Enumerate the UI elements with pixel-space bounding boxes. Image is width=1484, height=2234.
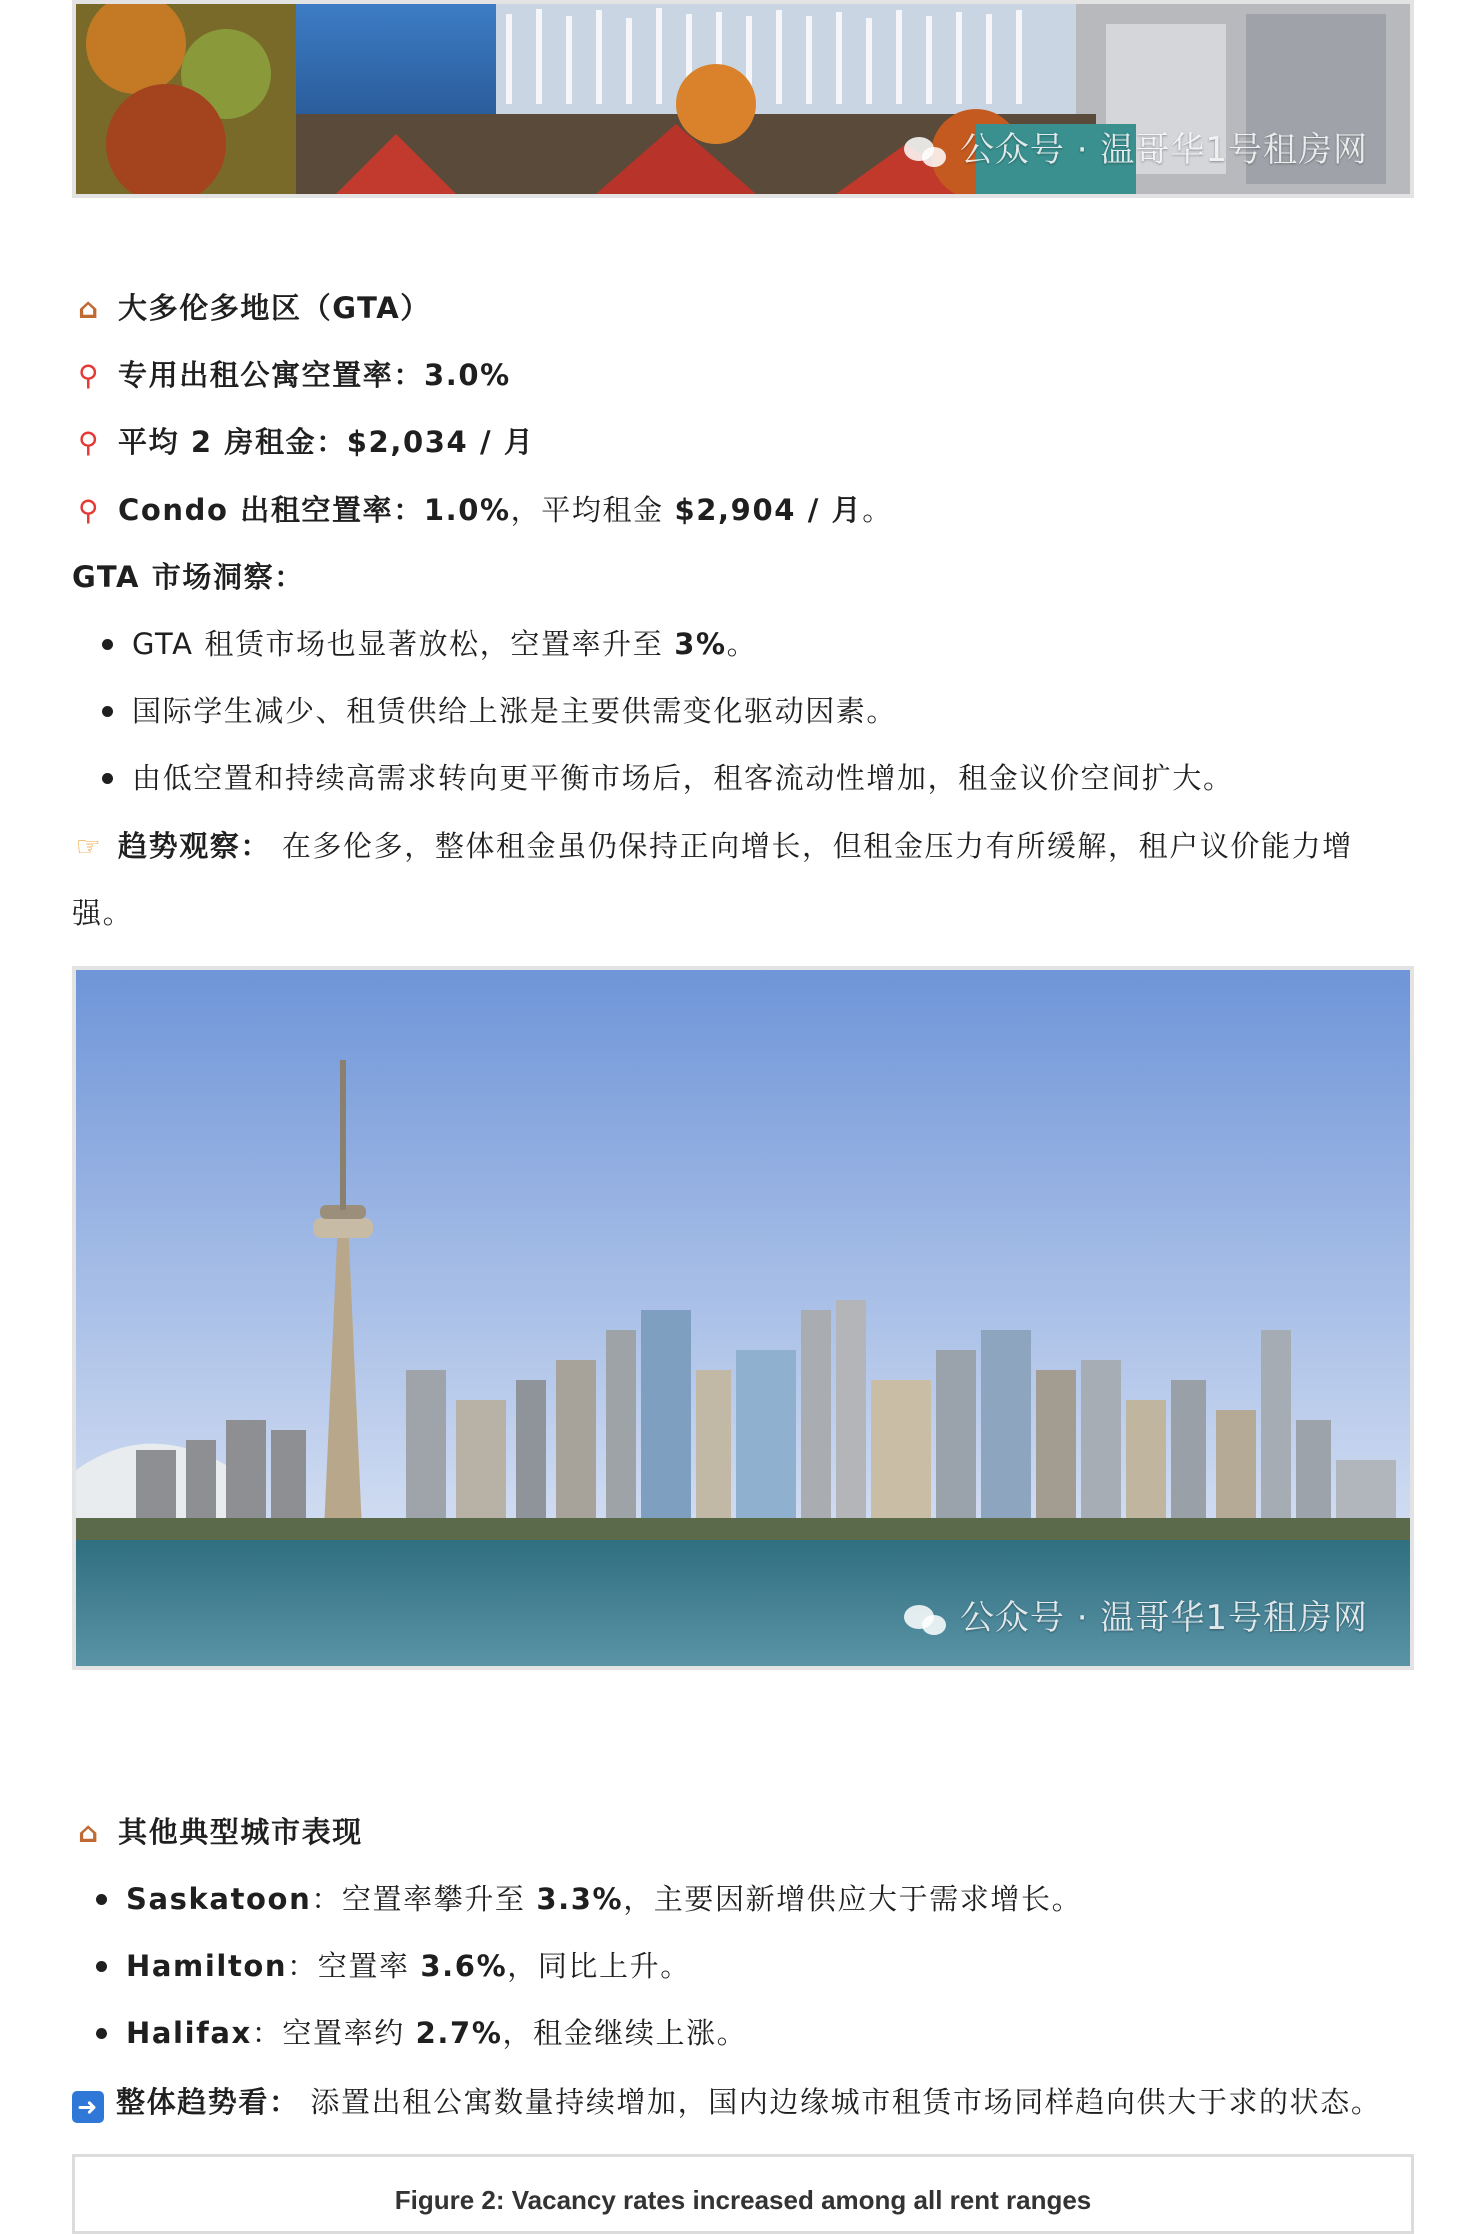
wechat-icon [904,1603,950,1637]
list-item: 国际学生减少、租赁供给上涨是主要供需变化驱动因素。 [132,691,897,731]
house-icon: ⌂ [78,292,100,325]
pointing-hand-icon: ☞ [75,830,103,863]
house-icon: ⌂ [78,1816,100,1849]
toronto-skyline-photo [72,966,1414,1670]
pin-icon: ⚲ [77,426,101,459]
watermark: 公众号 · 温哥华1号租房网 [904,1590,1368,1639]
pin-icon: ⚲ [77,359,101,392]
gta-trend: ☞ 趋势观察： 在多伦多，整体租金虽仍保持正向增长，但租金压力有所缓解，租户议价能力增 [72,826,1353,867]
figure-card [72,2154,1414,2234]
list-item: Halifax：空置率约 2.7%，租金继续上涨。 [126,2013,747,2053]
list-item: Hamilton：空置率 3.6%，同比上升。 [126,1946,691,1986]
gta-stat-vacancy: ⚲ 专用出租公寓空置率：3.0% [72,355,511,396]
gta-stat-condo: ⚲ Condo 出租空置率：1.0%，平均租金 $2,904 / 月。 [72,490,893,531]
pin-icon: ⚲ [77,494,101,527]
list-item: Saskatoon：空置率攀升至 3.3%，主要因新增供应大于需求增长。 [126,1879,1082,1919]
toronto-skyline-art [76,970,1410,1666]
overall-trend: ➜ 整体趋势看： 添置出租公寓数量持续增加，国内边缘城市租赁市场同样趋向供大于求的状态。 [72,2082,1381,2123]
wechat-icon [904,135,950,169]
watermark: 公众号 · 温哥华1号租房网 [904,122,1368,171]
gta-insight-title: GTA 市场洞察： [72,560,305,594]
harbour-photo [72,0,1414,198]
gta-stat-rent: ⚲ 平均 2 房租金：$2,034 / 月 [72,422,534,463]
list-item: 由低空置和持续高需求转向更平衡市场后，租客流动性增加，租金议价空间扩大。 [132,758,1234,798]
gta-heading: ⌂ 大多伦多地区（GTA） [72,288,431,329]
other-cities-heading: ⌂ 其他典型城市表现 [72,1812,363,1853]
gta-trend-line2: 强。 [72,896,134,930]
right-arrow-icon: ➜ [72,2091,104,2123]
figure-caption: Figure 2: Vacancy rates increased among all rent ranges [394,2185,1092,2215]
list-item: GTA 租赁市场也显著放松，空置率升至 3%。 [132,624,757,664]
